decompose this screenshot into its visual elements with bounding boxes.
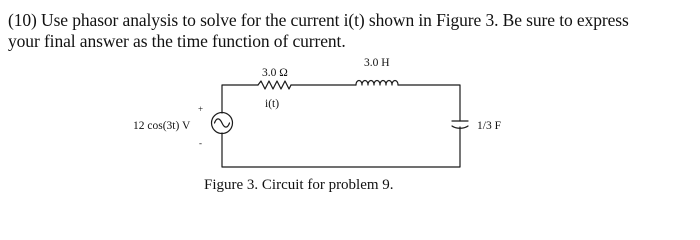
resistor-label: 3.0 Ω <box>262 67 288 79</box>
current-label: i(t) <box>265 98 280 110</box>
inductor-label: 3.0 H <box>364 57 390 69</box>
source-minus-sign: - <box>199 138 202 148</box>
source-sine-icon <box>215 119 230 127</box>
resistor-symbol <box>258 81 291 89</box>
wire-left-top <box>222 85 258 113</box>
question-line-2: your final answer as the time function of current. <box>8 31 346 51</box>
wire-top-right <box>398 85 460 121</box>
figure-caption: Figure 3. Circuit for problem 9. <box>204 177 394 193</box>
source-label: 12 cos(3t) V <box>133 120 191 132</box>
wire-right-bottom <box>222 127 460 167</box>
source-plus-sign: + <box>198 104 204 114</box>
question-line-1: (10) Use phasor analysis to solve for the current i(t) shown in Figure 3. Be sure to express <box>8 10 629 30</box>
capacitor-label: 1/3 F <box>477 120 501 132</box>
inductor-symbol <box>356 81 398 86</box>
